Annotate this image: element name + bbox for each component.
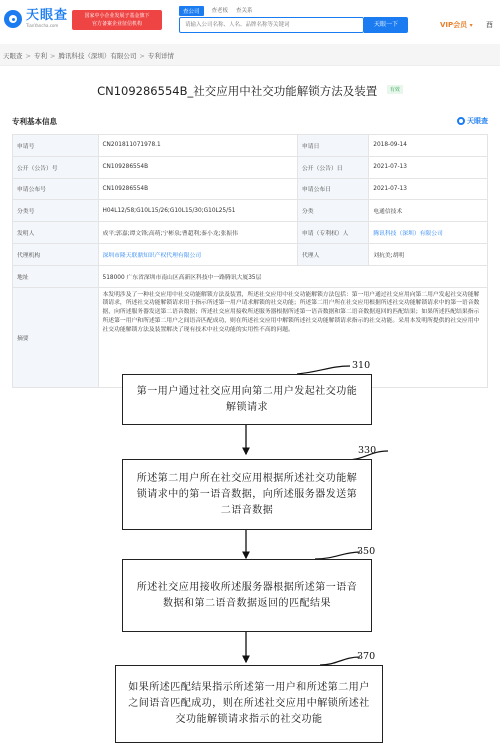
top-header <box>0 0 500 44</box>
tab-boss[interactable]: 查老板 <box>211 8 229 14</box>
vip-member-menu[interactable] <box>440 20 473 30</box>
chevron-down-icon: ▾ <box>469 22 473 29</box>
label-application-date: 申请日 <box>298 135 369 157</box>
label-abstract: 摘要 <box>13 287 99 387</box>
applicant-link[interactable]: 腾讯科技（深圳）有限公司 <box>369 222 488 244</box>
step-number-350: 350 <box>357 546 376 557</box>
promo-line-2: 官方备案企业征信机构 <box>91 21 142 27</box>
label-classification-code: 分类号 <box>13 200 99 222</box>
value-grant-date: 2021-07-13 <box>369 178 488 200</box>
leader-line-350 <box>315 552 360 559</box>
breadcrumb-patent[interactable]: 专利 <box>33 52 47 60</box>
table-row <box>13 156 488 178</box>
eye-logo-icon <box>457 117 465 125</box>
search-input[interactable] <box>180 18 363 32</box>
value-abstract: 本发明涉及了一种社交应用中社交功能解锁方法及装置，所述社交应用中社交功能解锁方法包括：第一用户通过社交应用向第二用户发起社交功能解锁请求，所述社交功能解锁请求用于指示所述第一用户请求解锁的社交功能；所述第二用户所在社交应用根据所述社交功能解锁请求中的第一语音数据，向所述服务器发送第二语音数据；所述社交应用接收所述服务器根据所述第一语音数据和第二语音数据返回的匹配结果；如果所述匹配结果指示所述第一用户和所述第二用户之间语音匹配成功，则在所述社交应用中解锁所述社交功能解锁请求指示的社交功能。采用本发明所提供的社交应用中社交功能解锁方法及装置解决了现有技术中社交功能的实用性不高的问题。 <box>98 287 488 387</box>
value-category: 电通信技术 <box>369 200 488 222</box>
breadcrumb-separator: > <box>139 52 145 60</box>
breadcrumb-current: 专利详情 <box>147 52 174 60</box>
step-number-310: 310 <box>352 360 371 371</box>
section-title: 专利基本信息 <box>12 117 57 126</box>
value-grant-number: CN109286554B <box>98 178 298 200</box>
leader-line-310 <box>297 366 350 374</box>
flow-step-310: 第一用户通过社交应用向第二用户发起社交功能解锁请求 <box>122 374 372 425</box>
step-number-330: 330 <box>358 445 377 456</box>
label-grant-date: 申请公布日 <box>298 178 369 200</box>
promo-line-1: 国家中小企业发展子基金旗下 <box>84 13 150 19</box>
eye-logo-icon <box>4 10 22 28</box>
label-applicant: 申请（专利权）人 <box>298 222 369 244</box>
label-address: 地址 <box>13 265 99 287</box>
table-row <box>13 178 488 200</box>
tab-relation[interactable]: 查关系 <box>236 8 253 14</box>
status-badge: 有效 <box>387 85 403 94</box>
breadcrumb <box>0 44 500 66</box>
label-application-number: 申请号 <box>13 135 99 157</box>
watermark-logo-text: 天眼查 <box>467 117 488 125</box>
breadcrumb-separator: > <box>25 52 31 60</box>
label-publication-number: 公开（公告）号 <box>13 156 99 178</box>
value-application-date: 2018-09-14 <box>369 135 488 157</box>
leader-line-370 <box>320 657 360 665</box>
site-logo[interactable] <box>4 9 68 28</box>
value-agent: 刘抗美;胡明 <box>369 243 488 265</box>
value-publication-date: 2021-07-13 <box>369 156 488 178</box>
table-row <box>13 265 488 287</box>
search-box <box>179 17 364 33</box>
breadcrumb-company[interactable]: 腾讯科技（深圳）有限公司 <box>58 52 137 60</box>
agency-link[interactable]: 深圳市隆天联鼎知识产权代理有限公司 <box>98 243 298 265</box>
vip-label: VIP会员 <box>440 21 468 29</box>
logo-name: 天眼查 <box>26 8 69 23</box>
value-publication-number: CN109286554B <box>98 156 298 178</box>
label-inventors: 发明人 <box>13 222 99 244</box>
patent-info-table <box>12 134 488 388</box>
table-row <box>13 200 488 222</box>
label-agency: 代理机构 <box>13 243 99 265</box>
tab-company[interactable]: 查公司 <box>179 6 204 16</box>
value-inventors: 成平;郭嘉;谭文锋;高萌;宁彬泉;曹超利;秦小龙;张振伟 <box>98 222 298 244</box>
section-header <box>12 116 488 130</box>
label-agent: 代理人 <box>298 243 369 265</box>
label-grant-number: 申请公布号 <box>13 178 99 200</box>
table-row <box>13 243 488 265</box>
page-title: CN109286554B_社交应用中社交功能解锁方法及装置 <box>97 84 378 98</box>
search-tabs <box>179 6 253 16</box>
table-row <box>13 135 488 157</box>
step-number-370: 370 <box>357 651 376 662</box>
value-address: 518000 广东省深圳市南山区高新区科技中一路腾讯大厦35层 <box>98 265 488 287</box>
breadcrumb-separator: > <box>49 52 56 60</box>
value-classification-code: H04L12/58;G10L15/26;G10L15/30;G10L25/51 <box>98 200 298 222</box>
value-application-number: CN201811071978.1 <box>98 135 298 157</box>
breadcrumb-home[interactable]: 天眼查 <box>3 52 23 60</box>
table-row <box>13 222 488 244</box>
flow-step-350: 所述社交应用接收所述服务器根据所述第一语音数据和第二语音数据返回的匹配结果 <box>122 559 372 632</box>
patent-title-row <box>0 83 500 99</box>
search-button[interactable]: 天眼一下 <box>364 17 408 33</box>
flow-step-330: 所述第二用户所在社交应用根据所述社交功能解锁请求中的第一语音数据，向所述服务器发送第二语音数据 <box>122 459 372 530</box>
logo-domain: TianYancha.com <box>26 23 59 28</box>
watermark-logo <box>457 116 488 126</box>
label-publication-date: 公开（公告）日 <box>298 156 369 178</box>
promo-banner[interactable] <box>72 10 162 30</box>
app-download-link[interactable]: 酉 <box>486 21 493 29</box>
label-category: 分类 <box>298 200 369 222</box>
patent-flowchart <box>105 352 405 746</box>
flow-step-370: 如果所述匹配结果指示所述第一用户和所述第二用户之间语音匹配成功，则在所述社交应用中解锁所述社交功能解锁请求指示的社交功能 <box>115 665 383 743</box>
